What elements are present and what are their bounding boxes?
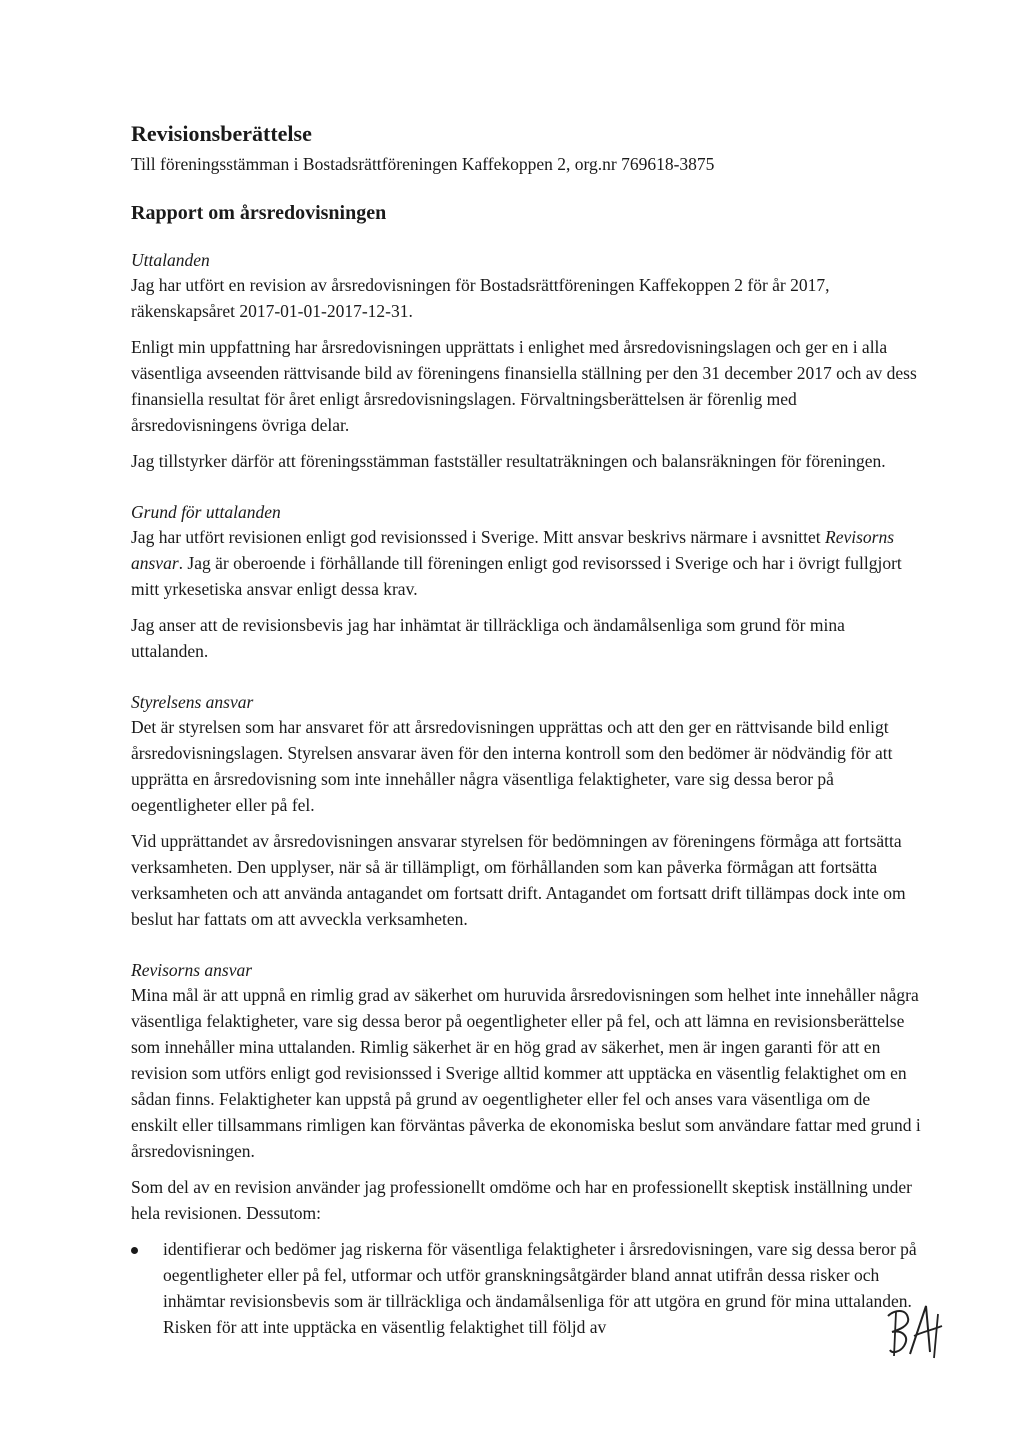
styrelsens-ansvar-paragraph-1: Det är styrelsen som har ansvaret för att årsredovisningen upprättas och att den ger en rättvisande bild enligt årsredovisningslagen. Styrelsen ansvarar även för den interna kontroll som den bedömer är nödvändig för att upprätta en årsredovisning som inte innehåller några väsentliga felaktigheter, vare sig dessa beror på oegentligheter eller på fel. [131,717,893,815]
uttalanden-heading: Uttalanden [131,250,210,270]
uttalanden-paragraph-3: Jag tillstyrker därför att föreningsstämman fastställer resultaträkningen och balansräkningen för föreningen. [131,451,886,471]
addressee-line: Till föreningsstämman i Bostadsrättföreningen Kaffekoppen 2, org.nr 769618-3875 [131,154,715,174]
list-item [131,1236,921,1340]
revisorns-ansvar-heading: Revisorns ansvar [131,960,253,980]
styrelsens-ansvar-heading: Styrelsens ansvar [131,692,254,712]
revisorns-ansvar-bullet-list [131,1236,921,1340]
grund-paragraph-1-end: . Jag är oberoende i förhållande till föreningen enligt god revisorssed i Sverige och har i övrigt fullgjort mitt yrkesetiska ansvar enligt dessa krav. [131,553,902,599]
grund-heading: Grund för uttalanden [131,502,281,522]
revisorns-ansvar-paragraph-1: Mina mål är att uppnå en rimlig grad av säkerhet om huruvida årsredovisningen som helhet inte innehåller några väsentliga felaktigheter, vare sig dessa beror på oegentligheter eller på fel, och att lämna en revisionsberättelse som innehåller mina uttalanden. Rimlig säkerhet är en hög grad av säkerhet, men är ingen garanti för att en revision som utförs enligt god revisionssed i Sverige alltid kommer att upptäcka en väsentlig felaktighet om en sådan finns. Felaktigheter kan uppstå på grund av oegentligheter eller fel och anses vara väsentliga om de enskilt eller tillsammans rimligen kan förväntas påverka de ekonomiska beslut som användare fattar med grund i årsredovisningen. [131,985,921,1161]
uttalanden-paragraph-2: Enligt min uppfattning har årsredovisningen upprättats i enlighet med årsredovisningslagen och ger en i alla väsentliga avseenden rättvisande bild av föreningens finansiella ställning per den 31 december 2017 och av dess finansiella resultat för året enligt årsredovisningslagen. Förvaltningsberättelsen är förenlig med årsredovisningens övriga delar. [131,337,917,435]
grund-paragraph-1 [131,524,921,602]
grund-paragraph-1-start: Jag har utfört revisionen enligt god revisionssed i Sverige. Mitt ansvar beskrivs närmare i avsnittet [131,527,826,547]
styrelsens-ansvar-paragraph-2: Vid upprättandet av årsredovisningen ansvarar styrelsen för bedömningen av föreningens förmåga att fortsätta verksamheten. Den upplyser, när så är tillämpligt, om förhållanden som kan påverka förmågan att fortsätta verksamheten och att använda antagandet om fortsatt drift. Antagandet om fortsatt drift tillämpas dock inte om beslut har fattats om att avveckla verksamheten. [131,831,906,929]
document-title: Revisionsberättelse [131,121,312,146]
revisorns-ansvar-paragraph-2: Som del av en revision använder jag professionellt omdöme och har en professionellt skeptisk inställning under hela revisionen. Dessutom: [131,1177,913,1223]
report-section-title: Rapport om årsredovisningen [131,202,387,224]
grund-paragraph-2: Jag anser att de revisionsbevis jag har inhämtat är tillräckliga och ändamålsenliga som grund för mina uttalanden. [131,615,845,661]
document-page [131,120,921,1340]
signature-initials-icon [880,1296,960,1362]
bullet-text: identifierar och bedömer jag riskerna för väsentliga felaktigheter i årsredovisningen, vare sig dessa beror på oegentligheter eller på fel, utformar och utför granskningsåtgärder bland annat utifrån dessa risker och inhämtar revisionsbevis som är tillräckliga och ändamålsenliga för att utgöra en grund för mina uttalanden. Risken för att inte upptäcka en väsentlig felaktighet till följd av [163,1239,917,1337]
uttalanden-paragraph-1: Jag har utfört en revision av årsredovisningen för Bostadsrättföreningen Kaffekoppen 2 för år 2017, räkenskapsåret 2017-01-01-2017-12-31. [131,275,830,321]
grund-paragraph-1-reference: Revisorns ansvar [131,527,895,573]
bullet-icon [131,1247,138,1254]
